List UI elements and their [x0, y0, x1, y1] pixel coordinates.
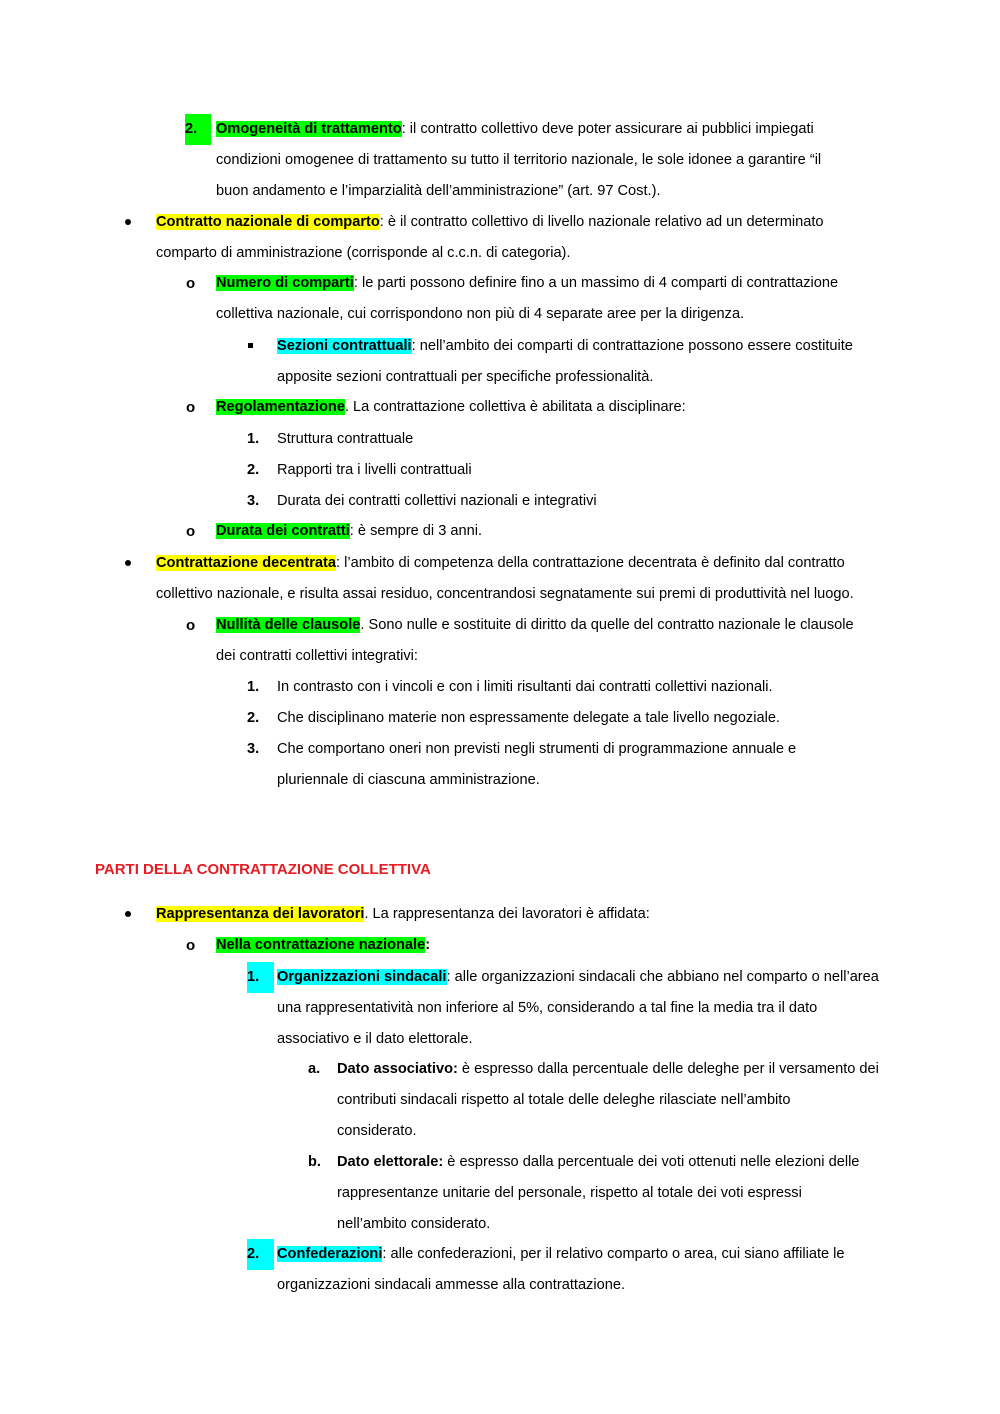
list-item-regolamentazione: Regolamentazione. La contrattazione collettiva è abilitata a disciplinare:	[216, 399, 686, 415]
list-marker: 1.	[247, 679, 260, 695]
list-marker: b.	[308, 1154, 321, 1170]
list-item-omogeneita: Omogeneità di trattamento: il contratto collettivo deve poter assicurare ai pubblici impiegati condizioni omogenee di trattamento su tutto il territorio nazionale, le sole idonee a garantire “il buon andamento e l’imparzialità dell’amministrazione” (art. 97 Cost.).	[216, 121, 822, 199]
list-item-confederazioni: Confederazioni: alle confederazioni, per il relativo comparto o area, cui siano affiliate le organizzazioni sindacali ammesse alla contrattazione.	[277, 1246, 845, 1293]
term-highlight: Durata dei contratti	[216, 523, 350, 539]
list-item-dato-associativo: Dato associativo: è espresso dalla percentuale delle deleghe per il versamento dei contributi sindacali rispetto al totale delle deleghe rilasciate nell’ambito considerato.	[337, 1061, 879, 1139]
sub-bullet-icon: o	[186, 523, 196, 540]
list-marker: 2.	[247, 1239, 274, 1270]
list-marker: 2.	[247, 710, 260, 726]
sub-bullet-icon: o	[186, 617, 196, 634]
list-item: Struttura contrattuale	[277, 431, 414, 447]
term-highlight: Contrattazione decentrata	[156, 555, 337, 571]
sub-bullet-icon: o	[186, 399, 196, 416]
list-item-durata: Durata dei contratti: è sempre di 3 anni.	[216, 523, 483, 539]
list-marker: 1.	[247, 431, 260, 447]
term-highlight: Rappresentanza dei lavoratori	[156, 906, 365, 922]
sub-bullet-icon: o	[186, 937, 196, 954]
list-marker: 3.	[247, 741, 260, 757]
term-highlight: Omogeneità di trattamento	[216, 121, 402, 137]
list-marker: a.	[308, 1061, 321, 1077]
list-item-contrattazione-decentrata: Contrattazione decentrata: l’ambito di competenza della contrattazione decentrata è definito dal contratto collettivo nazionale, e risulta assai residuo, concentrandosi segnatamente sui premi di produttività nel luogo.	[156, 555, 854, 602]
list-marker: 2.	[247, 462, 260, 478]
term-highlight: Numero di comparti	[216, 275, 354, 291]
list-item-rappresentanza: Rappresentanza dei lavoratori. La rappresentanza dei lavoratori è affidata:	[156, 906, 650, 922]
term-highlight: Regolamentazione	[216, 399, 345, 415]
list-item-nullita: Nullità delle clausole. Sono nulle e sostituite di diritto da quelle del contratto nazionale le clausole dei contratti collettivi integrativi:	[216, 617, 854, 664]
list-item-numero-comparti: Numero di comparti: le parti possono definire fino a un massimo di 4 comparti di contrattazione collettiva nazionale, cui corrispondono non più di 4 separate aree per la dirigenza.	[216, 275, 839, 322]
list-marker: 3.	[247, 493, 260, 509]
list-item: Rapporti tra i livelli contrattuali	[277, 462, 472, 478]
term-highlight: Nella contrattazione nazionale	[216, 937, 426, 953]
term-highlight: Nullità delle clausole	[216, 617, 361, 633]
list-item: Che disciplinano materie non espressamente delegate a tale livello negoziale.	[277, 710, 780, 726]
list-item-dato-elettorale: Dato elettorale: è espresso dalla percentuale dei voti ottenuti nelle elezioni delle rappresentanze unitarie del personale, rispetto al totale dei voti espressi nell’ambito considerato.	[337, 1154, 860, 1232]
list-item-contrattazione-nazionale: Nella contrattazione nazionale:	[216, 937, 431, 953]
bullet-icon	[125, 911, 131, 917]
list-item-organizzazioni-sindacali: Organizzazioni sindacali: alle organizzazioni sindacali che abbiano nel comparto o nell’area una rappresentatività non inferiore al 5%, considerando a tal fine la media tra il dato associativo e il dato elettorale.	[277, 969, 879, 1047]
list-item-sezioni: Sezioni contrattuali: nell’ambito dei comparti di contrattazione possono essere costituite apposite sezioni contrattuali per specifiche professionalità.	[277, 338, 853, 385]
term-highlight: Organizzazioni sindacali	[277, 969, 447, 985]
list-item-contratto-nazionale: Contratto nazionale di comparto: è il contratto collettivo di livello nazionale relativo ad un determinato comparto di amministrazione (corrisponde al c.c.n. di categoria).	[156, 214, 824, 261]
section-heading: PARTI DELLA CONTRATTAZIONE COLLETTIVA	[95, 861, 431, 878]
sub-bullet-icon: o	[186, 275, 196, 292]
bullet-icon	[125, 219, 131, 225]
list-item: Durata dei contratti collettivi nazionali e integrativi	[277, 493, 597, 509]
list-item: Che comportano oneri non previsti negli strumenti di programmazione annuale e pluriennale di ciascuna amministrazione.	[277, 741, 797, 788]
list-item: In contrasto con i vincoli e con i limiti risultanti dai contratti collettivi nazionali.	[277, 679, 773, 695]
term-highlight: Confederazioni	[277, 1246, 383, 1262]
bullet-icon	[125, 560, 131, 566]
list-marker: 1.	[247, 962, 274, 993]
term-highlight: Contratto nazionale di comparto	[156, 214, 380, 230]
term-highlight: Sezioni contrattuali	[277, 338, 412, 354]
square-bullet-icon	[248, 343, 253, 348]
list-marker: 2.	[185, 114, 211, 145]
